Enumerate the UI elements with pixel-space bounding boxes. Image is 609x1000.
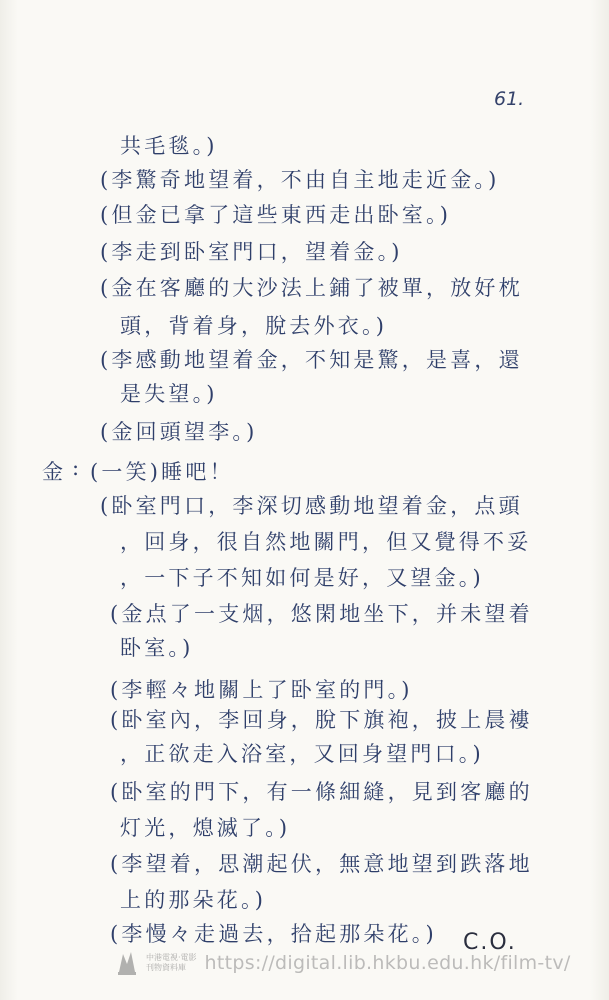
script-line: 上的那朵花。) [120, 888, 267, 912]
script-line: 灯光，熄滅了。) [120, 816, 291, 840]
script-line: 共毛毯。) [120, 134, 218, 158]
page-number: 61. [494, 88, 525, 110]
dialogue-line: (一笑)睡吧！ [90, 460, 234, 484]
script-line: (李驚奇地望着，不由自主地走近金。) [100, 168, 500, 192]
script-line: ，正欲走入浴室，又回身望門口。) [120, 742, 484, 766]
script-line: (金回頭望李。) [100, 420, 258, 444]
script-line: 頭，背着身，脫去外衣。) [120, 314, 388, 338]
script-line: (李望着，思潮起伏，無意地望到跌落地 [110, 852, 533, 876]
script-line: (李感動地望着金，不知是驚，是喜，還 [100, 348, 523, 372]
library-watermark [116, 950, 571, 976]
script-line: (李輕々地關上了卧室的門。) [110, 678, 413, 702]
watermark-org-line1: 中港電視·電影 [146, 953, 197, 962]
script-line: (李走到卧室門口，望着金。) [100, 240, 403, 264]
script-line: (卧室門口，李深切感動地望着金，点頭 [100, 494, 523, 518]
script-line: (金点了一支烟，悠閑地坐下，并未望着 [110, 602, 533, 626]
speaker-colon: : [72, 456, 80, 480]
script-line: (金在客廳的大沙法上鋪了被單，放好枕 [100, 276, 523, 300]
handwritten-initials: C.O. [463, 930, 517, 955]
script-line: (卧室的門下，有一條細縫，見到客廳的 [110, 780, 533, 804]
script-line: 卧室。) [120, 636, 194, 660]
script-line: (卧室內，李回身，脫下旗袍，披上晨褸 [110, 708, 533, 732]
watermark-url: https://digital.lib.hkbu.edu.hk/film-tv/ [204, 952, 571, 974]
script-line: 是失望。) [120, 382, 218, 406]
script-line: ，一下子不知如何是好，又望金。) [120, 566, 484, 590]
script-line: (但金已拿了這些東西走出卧室。) [100, 203, 452, 227]
watermark-org-line2: 刊物資料庫 [146, 963, 186, 972]
library-logo-icon [116, 950, 138, 976]
script-line: ，回身，很自然地關門，但又覺得不妥 [120, 530, 532, 554]
watermark-org [146, 953, 197, 973]
speaker-name: 金 [42, 460, 63, 484]
script-line: (李慢々走過去，拾起那朵花。) [110, 922, 437, 946]
